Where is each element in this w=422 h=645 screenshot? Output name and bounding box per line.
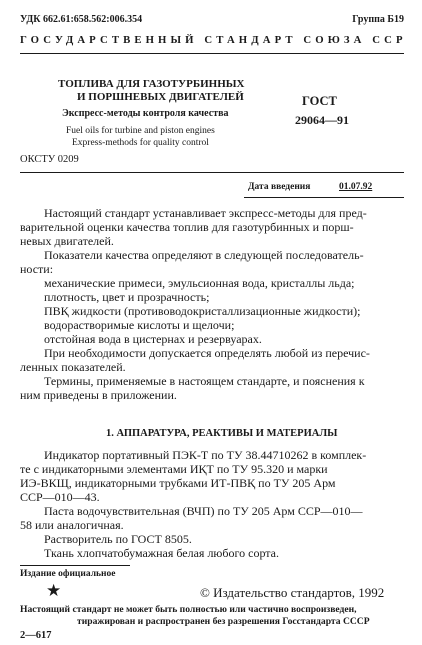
body-line: ленных показателей. (20, 360, 126, 374)
star-icon: ★ (46, 581, 62, 600)
section-line: те с индикаторными элементами ИҚТ по ТУ 95.320 и марки (20, 462, 328, 476)
copyright-notice: © Издательство стандартов, 1992 (200, 585, 385, 600)
body-line: Термины, применяемые в настоящем стандарте, и пояснения к (44, 374, 365, 388)
body-line: варительной оценки качества топлив для газотурбинных и порш- (20, 220, 354, 234)
okstu-code: ОКСТУ 0209 (20, 154, 79, 165)
body-line: водорастворимые кислоты и щелочи; (44, 318, 235, 332)
section-line: 58 или аналогичная. (20, 518, 124, 532)
subtitle-ru: Экспресс-методы контроля качества (62, 108, 229, 119)
section-line: Растворитель по ГОСТ 8505. (44, 532, 192, 546)
gost-label: ГОСТ (302, 94, 337, 108)
body-line: отстойная вода в цистернах и резервуарах. (44, 332, 262, 346)
udc-code: УДК 662.61:658.562:006.354 (20, 14, 143, 25)
body-line: плотность, цвет и прозрачность; (44, 290, 210, 304)
title-ru-line1: ТОПЛИВА ДЛЯ ГАЗОТУРБИННЫХ (58, 78, 245, 90)
body-line: Показатели качества определяют в следующей последователь- (44, 248, 364, 262)
body-line: невых двигателей. (20, 234, 114, 248)
body-line: Настоящий стандарт устанавливает экспресс-методы для пред- (44, 206, 367, 220)
footer-rule (20, 565, 130, 566)
section-line: ИЭ-ВКЩ, индикаторными трубками ИТ-ПВҚ по ТУ 205 Арм (20, 476, 336, 490)
header-rule (20, 53, 404, 54)
section-heading: 1. АППАРАТУРА, РЕАКТИВЫ И МАТЕРИАЛЫ (106, 428, 338, 439)
section-line: Паста водочувствительная (ВЧП) по ТУ 205 Арм ССР—010— (44, 504, 363, 518)
section-line: ССР—010—43. (20, 490, 100, 504)
section-line: Индикатор портативный ПЭК-Т по ТУ 38.44710262 в комплек- (44, 448, 367, 462)
title-ru-line2: И ПОРШНЕВЫХ ДВИГАТЕЛЕЙ (77, 91, 244, 103)
effective-date-rule (244, 197, 404, 198)
section-line: Ткань хлопчатобумажная белая любого сорта. (44, 546, 280, 560)
official-edition-label: Издание официальное (20, 569, 116, 579)
effective-date-label: Дата введения (248, 182, 311, 192)
body-line: ним приведены в приложении. (20, 388, 177, 402)
title-en-line1: Fuel oils for turbine and piston engines (66, 126, 215, 136)
reproduction-notice-line2: тиражирован и распространен без разрешения Госстандарта СССР (77, 616, 370, 627)
gost-number: 29064—91 (295, 113, 349, 127)
reproduction-notice-line1: Настоящий стандарт не может быть полностью или частично воспроизведен, (20, 604, 357, 615)
body-line: механические примеси, эмульсионная вода, кристаллы льда; (44, 276, 355, 290)
body-line: ности: (20, 262, 54, 276)
title-rule (20, 172, 404, 173)
title-en-line2: Express-methods for quality control (72, 138, 209, 148)
page-code: 2—617 (20, 630, 52, 641)
body-line: При необходимости допускается определять любой из перечис- (44, 346, 370, 360)
body-line: ПВҚ жидкости (противоводокристаллизационные жидкости); (44, 304, 361, 318)
state-standard-banner: ГОСУДАРСТВЕННЫЙ СТАНДАРТ СОЮЗА ССР (20, 34, 407, 46)
group-code: Группа Б19 (352, 14, 404, 25)
effective-date-value: 01.07.92 (339, 182, 373, 192)
